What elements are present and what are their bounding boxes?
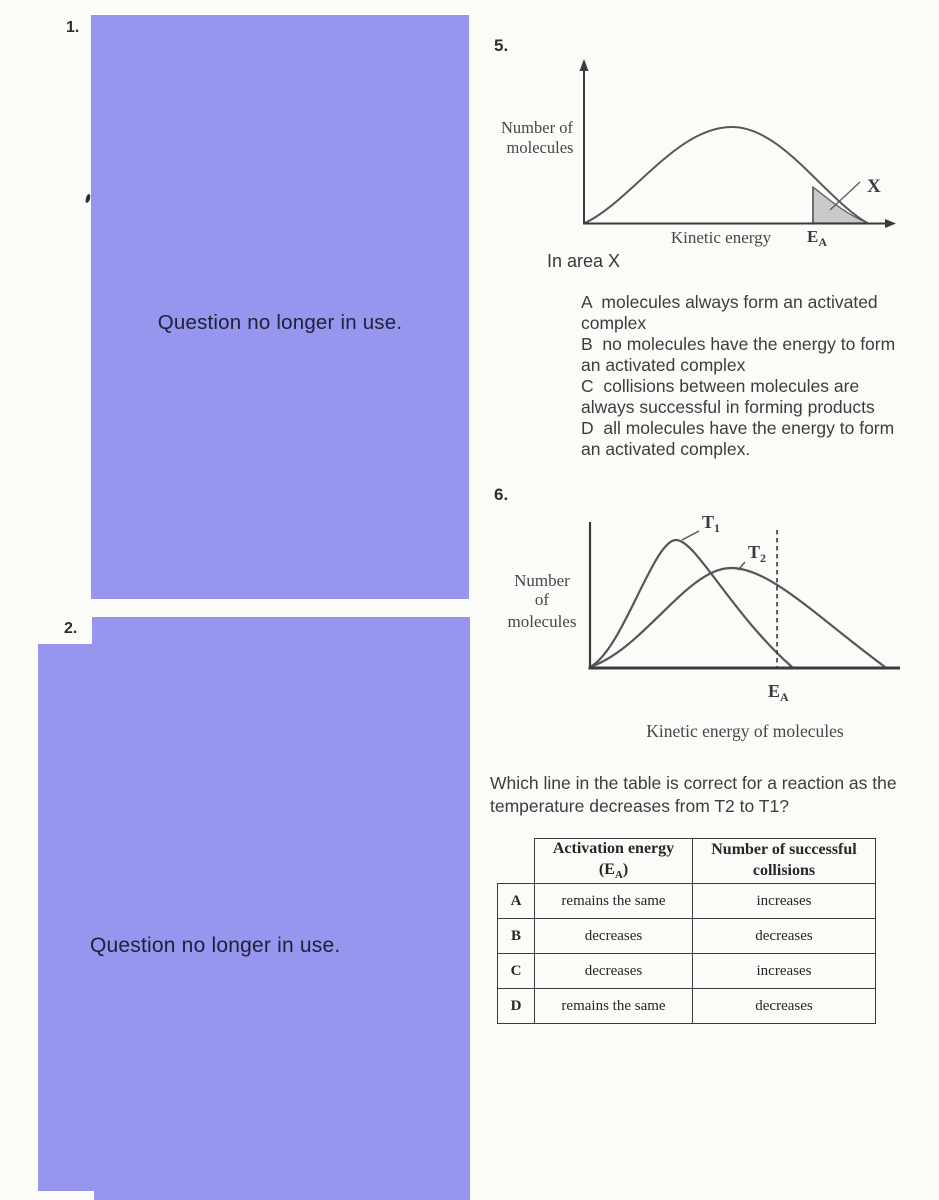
q6-kinetic-energy-graph <box>480 480 939 750</box>
question-6-number: 6. <box>494 485 509 504</box>
header-collisions-line1: Number of successful <box>711 841 857 859</box>
q6-t1-leader-line <box>682 531 699 540</box>
row-b-letter: B <box>498 919 535 954</box>
header-activation-line2: $(E_A)$ <box>598 861 629 882</box>
table-row-d <box>498 989 876 1024</box>
table-header-activation-energy <box>535 839 693 884</box>
q5-ea-label: $E_A$ <box>807 227 828 249</box>
q6-t1-label: $T_1$ <box>702 512 721 535</box>
table-row-c <box>498 954 876 989</box>
row-a-activation: remains the same <box>535 884 693 919</box>
row-c-activation: decreases <box>535 954 693 989</box>
q5-x-axis-arrow-icon <box>885 219 896 228</box>
q6-ylabel-line1: Number <box>514 571 570 590</box>
q6-answer-table <box>497 838 876 1024</box>
row-d-collisions: decreases <box>693 989 876 1024</box>
q5-ylabel-line2: molecules <box>506 138 574 157</box>
q6-t2-label: $T_2$ <box>748 542 767 565</box>
question-5-number: 5. <box>494 36 509 55</box>
question-2-message: Question no longer in use. <box>90 934 341 957</box>
table-header-ghost-cell <box>498 839 535 884</box>
q5-kinetic-energy-graph <box>480 55 939 260</box>
row-d-activation: remains the same <box>535 989 693 1024</box>
table-row-b <box>498 919 876 954</box>
row-a-letter: A <box>498 884 535 919</box>
q5-option-d-line1: D all molecules have the energy to form <box>581 418 895 438</box>
row-b-collisions: decreases <box>693 919 876 954</box>
q5-option-a-line2: complex <box>581 313 647 333</box>
question-2-redacted-block <box>38 617 470 1200</box>
row-b-activation: decreases <box>535 919 693 954</box>
q5-option-b-line1: B no molecules have the energy to form <box>581 334 896 354</box>
q6-xlabel: Kinetic energy of molecules <box>646 721 844 741</box>
q6-question <box>490 772 897 818</box>
row-c-letter: C <box>498 954 535 989</box>
q6-question-line1: Which line in the table is correct for a reaction as the <box>490 773 897 793</box>
q5-xlabel: Kinetic energy <box>670 228 772 247</box>
row-a-collisions: increases <box>693 884 876 919</box>
q5-options <box>581 292 895 460</box>
q5-region-x-label: X <box>867 176 881 197</box>
q5-y-axis-arrow-icon <box>580 59 589 71</box>
q5-option-a-line1: A molecules always form an activated <box>581 292 878 312</box>
header-activation-line1: Activation energy <box>552 840 675 858</box>
q6-question-line2: temperature decreases from T2 to T1? <box>490 796 789 816</box>
q6-ylabel-line2: of <box>534 590 550 609</box>
question-2-number: 2. <box>64 620 78 637</box>
q6-t2-curve <box>590 568 885 667</box>
q5-prompt: In area X <box>547 251 621 271</box>
q6-ylabel-line3: molecules <box>507 612 577 631</box>
q6-ea-label: $E_A$ <box>768 681 789 704</box>
q5-option-d-line2: an activated complex. <box>581 439 751 459</box>
table-header-row <box>498 839 876 884</box>
table-header-successful-collisions <box>693 839 876 884</box>
question-1-redacted-block <box>91 15 469 599</box>
row-d-letter: D <box>498 989 535 1024</box>
header-collisions-line2: collisions <box>752 862 816 879</box>
question-1-message: Question no longer in use. <box>157 311 403 334</box>
question-1-number: 1. <box>66 19 80 36</box>
table-row-a <box>498 884 876 919</box>
q5-option-c-line2: always successful in forming products <box>581 397 875 417</box>
row-c-collisions: increases <box>693 954 876 989</box>
q5-ylabel-line1: Number of <box>501 118 573 137</box>
q5-option-b-line2: an activated complex <box>581 355 746 375</box>
question-2-bottom-notch <box>38 1191 94 1200</box>
q5-option-c-line1: C collisions between molecules are <box>581 376 860 396</box>
